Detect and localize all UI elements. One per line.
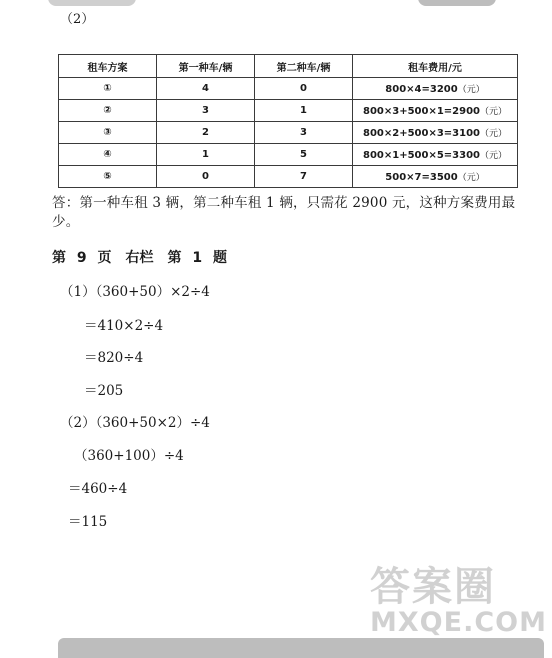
cost-expression: 800×3+500×1=2900 [362,106,480,117]
part-2-label: （2） [60,12,95,27]
table-row [59,122,518,144]
table-row [59,144,518,166]
bottom-toolbar-fragment [58,638,544,658]
second-car-cell: 3 [255,122,353,144]
solution-1-step: ＝820÷4 [84,350,144,366]
header-cost: 租车费用/元 [353,55,518,78]
rental-plan-table [58,54,518,188]
second-car-cell: 1 [255,100,353,122]
table-row [59,100,518,122]
cost-unit: （元） [457,173,485,183]
table-row [59,166,518,188]
top-toolbar-fragment-right [418,0,496,6]
cost-cell [353,144,518,166]
section-heading: 第 9 页 右栏 第 1 题 [52,250,227,266]
second-car-cell: 0 [255,78,353,100]
first-car-cell: 1 [157,144,255,166]
header-first-car: 第一种车/辆 [157,55,255,78]
plan-cell: ① [59,78,157,100]
cost-unit: （元） [480,107,508,117]
second-car-cell: 5 [255,144,353,166]
solution-2-step: ＝115 [68,514,108,530]
cost-unit: （元） [457,85,485,95]
plan-cell: ⑤ [59,166,157,188]
first-car-cell: 2 [157,122,255,144]
first-car-cell: 3 [157,100,255,122]
watermark-logo-text: 答案圈 [370,564,496,610]
site-watermark [370,555,545,647]
header-plan: 租车方案 [59,55,157,78]
plan-cell: ④ [59,144,157,166]
plan-cell: ③ [59,122,157,144]
cost-expression: 800×4=3200 [385,84,458,95]
plan-cell: ② [59,100,157,122]
solution-1-question: （1）（360+50）×2÷4 [60,284,210,300]
cost-cell [353,78,518,100]
cost-expression: 800×1+500×5=3300 [362,150,480,161]
top-toolbar-fragment-left [48,0,136,6]
solution-1-step: ＝410×2÷4 [84,318,164,334]
solution-2-step: ＝460÷4 [68,481,128,497]
first-car-cell: 4 [157,78,255,100]
cost-expression: 500×7=3500 [385,172,458,183]
watermark-url: MXQE.COM [370,607,547,638]
cost-unit: （元） [480,151,508,161]
cost-expression: 800×2+500×3=3100 [362,128,480,139]
solution-2-step: （360+100）÷4 [74,448,184,464]
cost-cell [353,100,518,122]
cost-unit: （元） [480,129,508,139]
cost-cell [353,122,518,144]
solution-1-step: ＝205 [84,383,124,399]
first-car-cell: 0 [157,166,255,188]
header-second-car: 第二种车/辆 [255,55,353,78]
table-header-row [59,55,518,78]
table-row [59,78,518,100]
answer-text: 答：第一种车租 3 辆，第二种车租 1 辆，只需花 2900 元，这种方案费用最少。 [52,195,516,230]
cost-cell [353,166,518,188]
second-car-cell: 7 [255,166,353,188]
solution-2-question: （2）（360+50×2）÷4 [60,415,210,431]
